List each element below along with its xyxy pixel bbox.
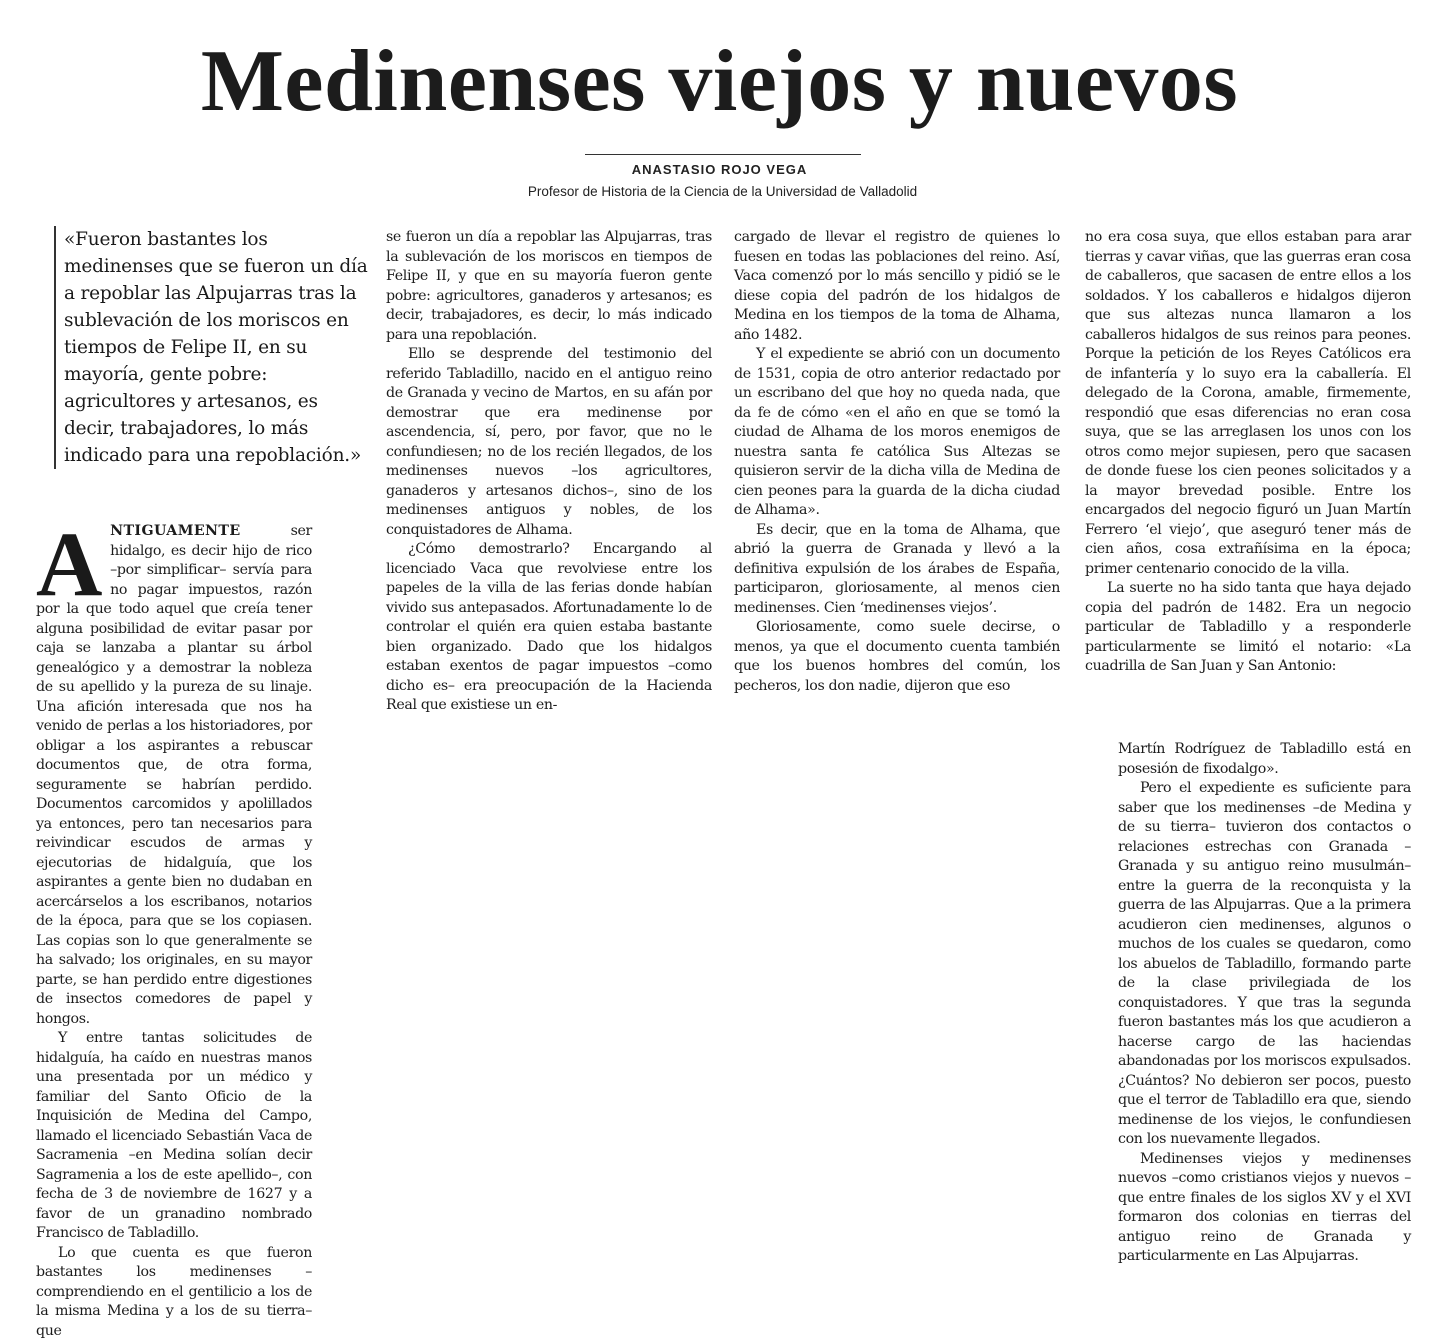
- headline: Medinenses viejos y nuevos: [200, 33, 1239, 130]
- article-column-1: [36, 513, 312, 1341]
- article-column-2: [386, 228, 712, 716]
- article-paragraph: Ello se desprende del testimonio del referido Tabladillo, nacido en el antiguo reino de Granada y vecino de Martos, en su afán por demostrar que era medinense por ascendencia, sí, pero, por favor, que no le confundiesen; no de los recién llegados, de los medinenses nuevos –los agricultores, ganaderos y artesanos dichos–, sino de los medinenses antiguos y nobles, de los conquistadores de Alhama.: [386, 346, 712, 538]
- article-paragraph: Y el expediente se abrió con un documento de 1531, copia de otro anterior redactado por un escribano del que hoy no queda nada, que da fe de cómo «en el año en que se tomó la ciudad de Alhama de los moros enemigos de nuestra santa fe católica Sus Altezas se quisieron servir de la dicha villa de Medina de cien peones para la guarda de la dicha ciudad de Alhama».: [734, 346, 1060, 518]
- article-paragraph: ¿Cómo demostrarlo? Encargando al licenciado Vaca que revolviese entre los papeles de la villa de las ferias donde habían vivido sus antepasados. Afortunadamente lo de controlar el quién era quien estaba bastante bien organizado. Dado que los hidalgos estaban exentos de pagar impuestos –como dicho es– era preocupación de la Hacienda Real que existiese un en-: [386, 541, 712, 713]
- article-paragraph: La suerte no ha sido tanta que haya dejado copia del padrón de 1482. Era un negocio particular de Tabladillo y a responderle particularmente se limitó el notario: «La cuadrilla de San Juan y San Antonio:: [1085, 580, 1411, 674]
- author-affiliation: Profesor de Historia de la Ciencia de la Universidad de Valladolid: [527, 184, 918, 199]
- article-paragraph: cargado de llevar el registro de quienes lo fuesen en todas las poblaciones del reino. Así, Vaca comenzó por lo más sencillo y pidió se le diese copia del padrón de los hidalgos de Medina en los tiempos de la toma de Alhama, año 1482.: [734, 229, 1060, 343]
- author-name: ANASTASIO ROJO VEGA: [631, 162, 808, 177]
- article-paragraph: Martín Rodríguez de Tabladillo está en posesión de fixodalgo».: [1118, 741, 1411, 777]
- article-column-4-top: [1085, 228, 1411, 677]
- article-paragraph: Y entre tantas solicitudes de hidalguía, ha caído en nuestras manos una presentada por un médico y familiar del Santo Oficio de la Inquisición de Medina del Campo, llamado el licenciado Sebastián Vaca de Sacramenia –en Medina solían decir Sagramenia a los de este apellido–, con fecha de 3 de noviembre de 1627 y a favor de un granadino nombrado Francisco de Tabladillo.: [36, 1030, 312, 1241]
- article-paragraph: Gloriosamente, como suele decirse, o menos, ya que el documento cuenta también que los buenos hombres del común, los pecheros, los don nadie, dijeron que eso: [734, 619, 1060, 694]
- byline-rule: [585, 154, 861, 155]
- paragraph-text: ser hidalgo, es decir hijo de rico –por simplificar– servía para no pagar impuestos, razón por la que todo aquel que creía tener alguna posibilidad de evitar pasar por caja se lanzaba a plantar su árbol genealógico y a demostrar la nobleza de su apellido y la pureza de su linaje. Una afición interesada que nos ha venido de perlas a los historiadores, por obligar a los aspirantes a rebuscar documentos que, de otra forma, seguramente se habrían perdido. Documentos carcomidos y apolillados ya entonces, pero tan necesarios para reivindicar escudos de armas y ejecutorias de hidalguía, que los aspirantes a gente bien no dudaban en acercárselos a los escribanos, notarios de la época, para que se los copiasen. Las copias son lo que generalmente se ha salvado; los originales, en su mayor parte, se han perdido entre digestiones de insectos comedores de papel y hongos.: [36, 523, 312, 1027]
- article-paragraph: no era cosa suya, que ellos estaban para arar tierras y cavar viñas, que las guerras eran cosa de caballeros, que sacasen de entre ellos a los soldados. Y los caballeros e hidalgos dijeron que sus altezas nunca llamaron a los caballeros hidalgos de sus reinos para peones. Porque la petición de los Reyes Católicos era de infantería y lo suyo era la caballería. El delegado de la Corona, amable, firmemente, respondió que esas diferencias no eran cosa suya, que se las arreglasen los unos con los otros como mejor supiesen, pero que sacasen de donde fuese los cien peones solicitados y a la mayor brevedad posible. Entre los encargados del negocio figuró un Juan Martín Ferrero ‘el viejo’, que aseguró tener más de cien años, cosa extrañísima en la época; primer centenario conocido de la villa.: [1085, 229, 1411, 577]
- article-paragraph: Pero el expediente es suficiente para saber que los medinenses –de Medina y de su tierra– tuvieron dos contactos o relaciones estrechas con Granada –Granada y su antiguo reino musulmán– entre la guerra de la reconquista y la guerra de las Alpujarras. Que a la primera acudieron cien medinenses, algunos o muchos de los cuales se quedaron, como los abuelos de Tabladillo, formando parte de la clase privilegiada de los conquistadores. Y que tras la segunda fueron bastantes más los que acudieron a hacerse cargo de las haciendas abandonadas por los moriscos expulsados. ¿Cuántos? No debieron ser pocos, puesto que el terror de Tabladillo era que, siendo medinense de los viejos, le confundiesen con los nuevamente llegados.: [1118, 780, 1411, 1147]
- lead-in: NTIGUAMENTE: [110, 523, 241, 539]
- article-paragraph: Lo que cuenta es que fueron bastantes los medinenses –comprendiendo en el gentilicio a los de la misma Medina y a los de su tierra– que: [36, 1244, 312, 1339]
- article-paragraph: [36, 513, 312, 1029]
- pull-quote: «Fueron bastantes los medinenses que se fueron un día a repoblar las Alpujarras tras la sublevación de los moriscos en tiempos de Felipe II, en su mayoría, gente pobre: agricultores y artesanos, es decir, trabajadores, lo más indicado para una repoblación.»: [54, 226, 374, 469]
- article-column-3: [734, 228, 1060, 696]
- article-column-4-bottom: [1118, 740, 1411, 1267]
- article-paragraph: se fueron un día a repoblar las Alpujarras, tras la sublevación de los moriscos en tiempos de Felipe II, y que en su mayoría fueron gente pobre: agricultores, ganaderos y artesanos; es decir, trabajadores, es decir, lo más indicado para una repoblación.: [386, 229, 712, 343]
- article-paragraph: Medinenses viejos y medinenses nuevos –como cristianos viejos y nuevos –que entre finales de los siglos XV y el XVI formaron dos colonias en tierras del antiguo reino de Granada y particularmente en Las Alpujarras.: [1118, 1150, 1411, 1264]
- drop-cap: A: [36, 513, 103, 615]
- article-paragraph: Es decir, que en la toma de Alhama, que abrió la guerra de Granada y llevó a la definitiva expulsión de los árabes de España, participaron, gloriosamente, al menos cien medinenses. Cien ‘medinenses viejos’.: [734, 521, 1060, 616]
